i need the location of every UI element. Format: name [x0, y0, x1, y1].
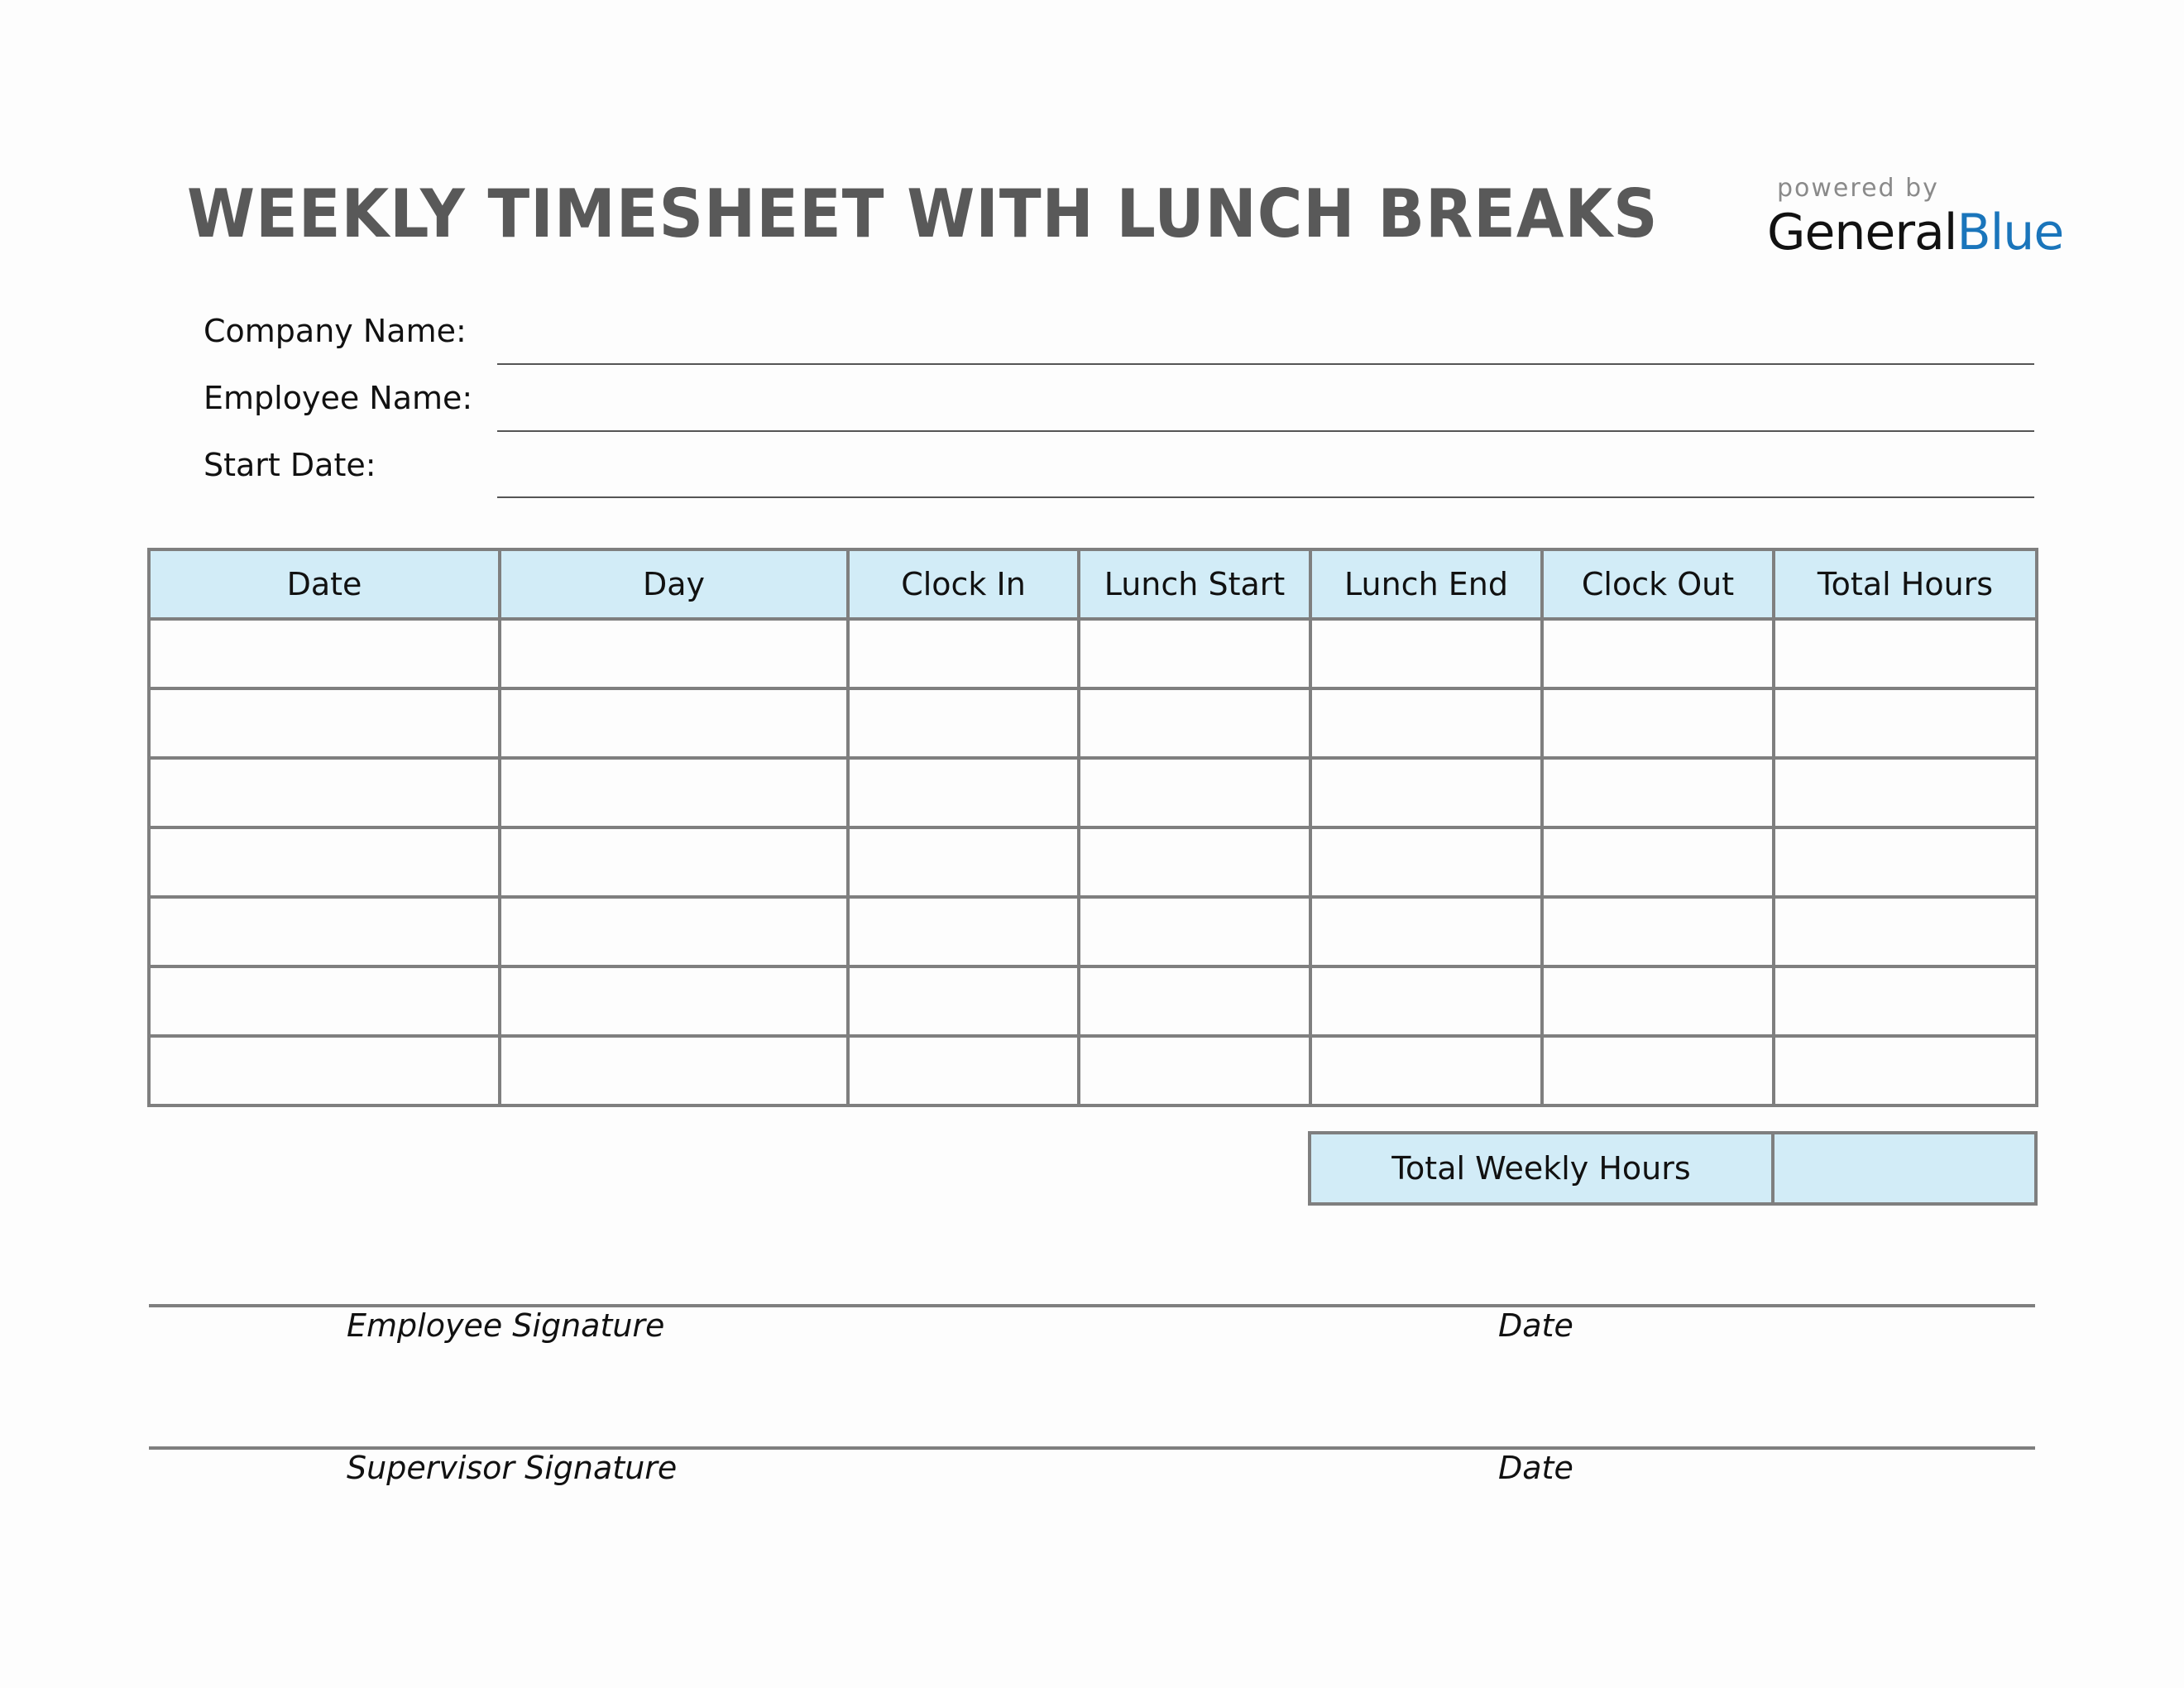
column-header-clock-out: Clock Out — [1542, 549, 1774, 619]
cell-day[interactable] — [500, 827, 848, 897]
cell-total-hours[interactable] — [1774, 966, 2037, 1036]
cell-date[interactable] — [149, 619, 500, 688]
column-header-lunch-start: Lunch Start — [1079, 549, 1310, 619]
column-header-lunch-end: Lunch End — [1310, 549, 1542, 619]
cell-clock-out[interactable] — [1542, 1036, 1774, 1105]
cell-clock-in[interactable] — [848, 966, 1079, 1036]
supervisor-date-label: Date — [1498, 1450, 1573, 1486]
cell-clock-in[interactable] — [848, 758, 1079, 827]
cell-lunch-end[interactable] — [1310, 897, 1542, 966]
table-row — [149, 688, 2037, 758]
table-row — [149, 758, 2037, 827]
cell-clock-out[interactable] — [1542, 897, 1774, 966]
company-name-label: Company Name: — [204, 313, 467, 349]
total-weekly-hours-label: Total Weekly Hours — [1310, 1133, 1773, 1204]
total-weekly-hours-table — [1308, 1131, 2038, 1206]
cell-total-hours[interactable] — [1774, 688, 2037, 758]
table-row — [149, 619, 2037, 688]
cell-date[interactable] — [149, 897, 500, 966]
cell-lunch-start[interactable] — [1079, 688, 1310, 758]
start-date-label: Start Date: — [204, 447, 376, 483]
employee-date-label: Date — [1498, 1307, 1573, 1344]
cell-day[interactable] — [500, 966, 848, 1036]
cell-clock-in[interactable] — [848, 619, 1079, 688]
cell-day[interactable] — [500, 1036, 848, 1105]
cell-day[interactable] — [500, 688, 848, 758]
powered-by-label: powered by — [1777, 174, 1939, 203]
cell-day[interactable] — [500, 758, 848, 827]
cell-total-hours[interactable] — [1774, 758, 2037, 827]
table-header-row — [149, 549, 2037, 619]
brand-logo-general: General — [1767, 204, 1957, 261]
cell-clock-in[interactable] — [848, 897, 1079, 966]
cell-lunch-end[interactable] — [1310, 1036, 1542, 1105]
employee-name-label: Employee Name: — [204, 380, 473, 416]
cell-clock-out[interactable] — [1542, 966, 1774, 1036]
cell-date[interactable] — [149, 827, 500, 897]
table-row — [149, 827, 2037, 897]
cell-date[interactable] — [149, 1036, 500, 1105]
column-header-date: Date — [149, 549, 500, 619]
cell-total-hours[interactable] — [1774, 897, 2037, 966]
cell-clock-out[interactable] — [1542, 758, 1774, 827]
cell-lunch-start[interactable] — [1079, 758, 1310, 827]
cell-clock-out[interactable] — [1542, 827, 1774, 897]
cell-clock-out[interactable] — [1542, 688, 1774, 758]
table-row — [149, 1036, 2037, 1105]
column-header-day: Day — [500, 549, 848, 619]
cell-lunch-start[interactable] — [1079, 1036, 1310, 1105]
cell-day[interactable] — [500, 619, 848, 688]
cell-total-hours[interactable] — [1774, 827, 2037, 897]
cell-lunch-end[interactable] — [1310, 619, 1542, 688]
cell-clock-out[interactable] — [1542, 619, 1774, 688]
cell-clock-in[interactable] — [848, 688, 1079, 758]
supervisor-signature-label: Supervisor Signature — [347, 1450, 678, 1486]
cell-lunch-start[interactable] — [1079, 897, 1310, 966]
start-date-field[interactable] — [497, 496, 2034, 498]
cell-lunch-end[interactable] — [1310, 827, 1542, 897]
cell-date[interactable] — [149, 758, 500, 827]
cell-total-hours[interactable] — [1774, 1036, 2037, 1105]
employee-signature-label: Employee Signature — [347, 1307, 665, 1344]
cell-lunch-start[interactable] — [1079, 827, 1310, 897]
brand-logo-blue: Blue — [1956, 204, 2064, 261]
cell-lunch-end[interactable] — [1310, 688, 1542, 758]
table-row — [149, 897, 2037, 966]
page-title: WEEKLY TIMESHEET WITH LUNCH BREAKS — [187, 175, 1659, 252]
cell-clock-in[interactable] — [848, 1036, 1079, 1105]
cell-date[interactable] — [149, 688, 500, 758]
company-name-field[interactable] — [497, 363, 2034, 365]
brand-logo — [1767, 204, 2063, 261]
column-header-total-hours: Total Hours — [1774, 549, 2037, 619]
table-row — [149, 966, 2037, 1036]
cell-lunch-start[interactable] — [1079, 619, 1310, 688]
cell-total-hours[interactable] — [1774, 619, 2037, 688]
total-weekly-hours-value[interactable] — [1773, 1133, 2036, 1204]
timesheet-table — [147, 548, 2038, 1107]
employee-name-field[interactable] — [497, 430, 2034, 432]
column-header-clock-in: Clock In — [848, 549, 1079, 619]
cell-day[interactable] — [500, 897, 848, 966]
cell-lunch-end[interactable] — [1310, 966, 1542, 1036]
cell-lunch-start[interactable] — [1079, 966, 1310, 1036]
cell-lunch-end[interactable] — [1310, 758, 1542, 827]
cell-date[interactable] — [149, 966, 500, 1036]
cell-clock-in[interactable] — [848, 827, 1079, 897]
